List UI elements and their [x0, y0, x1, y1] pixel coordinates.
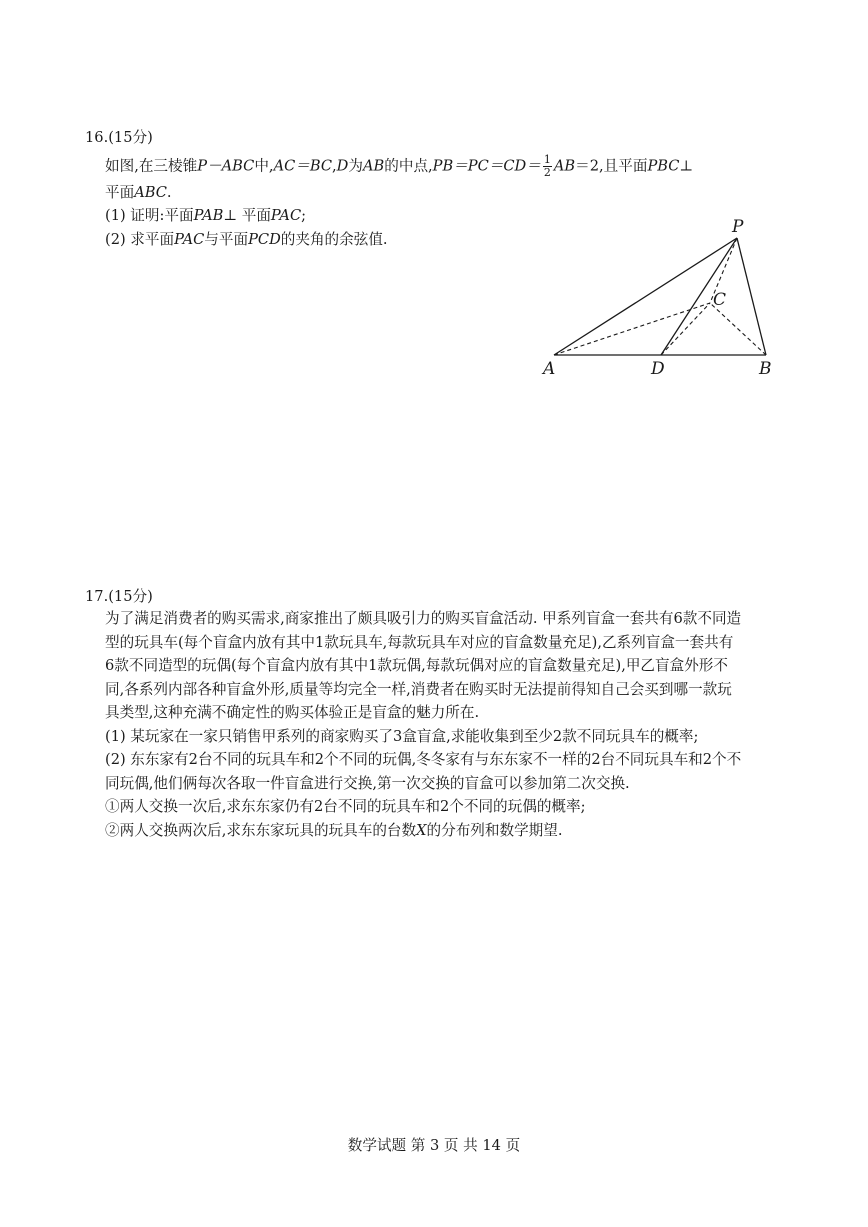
stem-math: D — [336, 157, 349, 175]
q17-part-2: (2) 东东家有2台不同的玩具车和2个不同的玩偶,冬冬家有与东东家不一样的2台不同玩具车和2个不 — [105, 751, 742, 768]
fraction-numerator: 1 — [543, 153, 551, 166]
sub-text: 的分布列和数学期望. — [426, 821, 563, 839]
question-points: (15分) — [108, 588, 153, 605]
fraction-denominator: 2 — [543, 166, 551, 179]
q17-sub-2 — [105, 821, 805, 841]
part-math: PAB — [193, 207, 224, 224]
stem-text: 平面 — [105, 184, 135, 201]
question-16-part-2 — [105, 230, 388, 250]
vertex-label-D: D — [651, 359, 665, 379]
q17-line: 同玩偶,他们俩每次各取一件盲盒进行交换,第一次交换的盲盒可以参加第二次交换. — [105, 774, 630, 792]
question-17-header — [85, 585, 153, 606]
edge-AC — [554, 303, 710, 355]
q17-line: 6款不同造型的玩偶(每个盲盒内放有其中1款玩偶,每款玩偶对应的盲盒数量充足),甲乙盲盒外形不 — [105, 657, 728, 674]
q17-line: 型的玩具车(每个盲盒内放有其中1款玩具车,每款玩具车对应的盲盒数量充足),乙系列盲盒一套共有 — [105, 633, 734, 651]
fraction-one-half — [543, 154, 552, 179]
vertex-label-P: P — [732, 217, 744, 237]
stem-math: AB — [553, 157, 576, 175]
part-text: (2) 求平面 — [105, 231, 175, 248]
edge-PB — [737, 238, 766, 355]
edge-CD — [661, 303, 710, 355]
stem-text: ⊥ — [679, 157, 694, 175]
part-text: (1) 证明:平面 — [105, 207, 194, 224]
question-16-stem-line-2 — [105, 183, 172, 203]
question-points: (15分) — [108, 129, 153, 146]
question-number: 16. — [85, 129, 109, 146]
q17-line: 为了满足消费者的购买需求,商家推出了颇具吸引力的购买盲盒活动. 甲系列盲盒一套共有6款不同造 — [105, 610, 742, 627]
question-17-body — [105, 609, 805, 841]
edge-PA — [554, 238, 737, 355]
stem-text: , — [332, 157, 337, 175]
vertex-label-A: A — [543, 359, 556, 379]
stem-text: 的中点, — [384, 157, 433, 175]
vertex-label-C: C — [713, 290, 727, 310]
part-text: 的夹角的余弦值. — [280, 231, 388, 248]
edge-BC — [710, 303, 766, 355]
stem-math: PB＝PC＝CD＝ — [432, 157, 541, 175]
part-math: PAC — [270, 207, 302, 224]
part-text: 与平面 — [204, 231, 249, 248]
question-number: 17. — [85, 588, 109, 605]
q17-line: 同,各系列内部各种盲盒外形,质量等均完全一样,消费者在购买时无法提前得知自己会买到哪一款玩 — [105, 680, 732, 698]
sub-text: ②两人交换两次后,求东东家玩具的玩具车的台数 — [105, 821, 417, 839]
part-math: PAC — [174, 231, 205, 248]
stem-text: 为 — [348, 157, 363, 175]
stem-math: AC＝BC — [273, 157, 333, 175]
vertex-label-B: B — [759, 359, 772, 379]
stem-math: ABC — [134, 184, 167, 201]
part-text: ⊥ 平面 — [223, 207, 271, 224]
question-16-stem-line-1 — [105, 154, 693, 179]
stem-text: ＝2,且平面 — [575, 157, 648, 175]
sub-math: X — [416, 821, 427, 839]
stem-math: PBC — [647, 157, 680, 175]
page-footer: 数学试题 第 3 页 共 14 页 — [347, 1137, 521, 1154]
q17-sub-1: ①两人交换一次后,求东东家仍有2台不同的玩具车和2个不同的玩偶的概率; — [105, 798, 586, 815]
question-16-header — [85, 126, 153, 147]
part-math: PCD — [248, 231, 281, 248]
stem-math: AB — [362, 157, 385, 175]
stem-text: 中, — [254, 157, 274, 175]
question-16-part-1 — [105, 206, 306, 226]
q17-part-1: (1) 某玩家在一家只销售甲系列的商家购买了3盒盲盒,求能收集到至少2款不同玩具车的概率; — [105, 727, 699, 745]
q17-line: 具类型,这种充满不确定性的购买体验正是盲盒的魅力所在. — [105, 704, 480, 721]
stem-math: P－ABC — [197, 157, 255, 175]
stem-text: 如图,在三棱锥 — [105, 157, 198, 175]
part-text: ; — [301, 207, 307, 224]
tetrahedron-figure — [530, 214, 790, 384]
stem-text: . — [166, 184, 172, 201]
